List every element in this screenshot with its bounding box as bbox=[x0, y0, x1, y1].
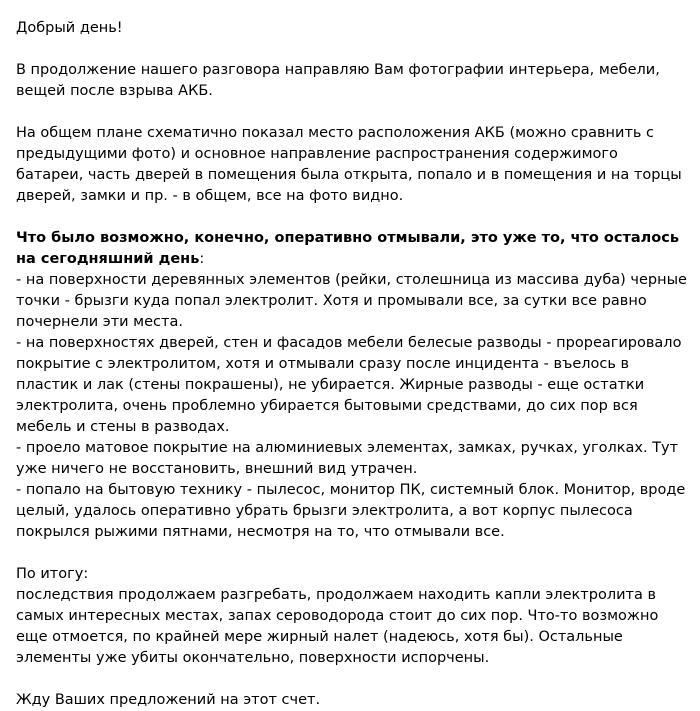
intro-paragraph: В продолжение нашего разговора направляю Вам фотографии интерьера, мебели, вещей после взрыва АКБ. bbox=[16, 62, 660, 99]
damage-summary-heading bbox=[16, 228, 688, 270]
damage-item-surfaces: - на поверхностях дверей, стен и фасадов мебели белесые разводы - прореагировало покрытие с электролитом, хотя и отмывали сразу после инцидента - въелось в пластик и лак (стены покрашены), не убирается. Жирные разводы - еще остатки электролита, очень проблемно убирается бытовыми средствами, до сих пор вся мебель и стены в разводах. bbox=[16, 335, 682, 435]
result-heading: По итогу: bbox=[16, 566, 89, 582]
result-section bbox=[16, 564, 688, 669]
damage-item-wood: - на поверхности деревянных элементов (рейки, столешница из массива дуба) черные точки - брызги куда попал электролит. Хотя и промывали все, за сутки все равно почернели эти места. bbox=[16, 272, 687, 330]
damage-summary-heading-colon: : bbox=[199, 251, 205, 267]
damage-item-appliances: - попало на бытовую технику - пылесос, монитор ПК, системный блок. Монитор, вроде целый, удалось оперативно убрать брызги электролита, а вот корпус пылесоса покрылся рыжими пятнами, несмотря на то, что отмывали все. bbox=[16, 482, 686, 540]
damage-item-aluminium: - проело матовое покрытие на алюминиевых элементах, замках, ручках, уголках. Тут уже ничего не восстановить, внешний вид утрачен. bbox=[16, 440, 679, 477]
result-text: последствия продолжаем разгребать, продолжаем находить капли электролита в самых интересных местах, запах сероводорода стоит до сих пор. Что-то возможно еще отмоется, по крайней мере жирный налет (надеюсь, хотя бы). Остальные элементы уже убиты окончательно, поверхности испорчены. bbox=[16, 587, 659, 666]
damage-summary-heading-bold: Что было возможно, конечно, оперативно отмывали, это уже то, что осталось на сегодняшний день bbox=[16, 230, 680, 267]
closing-line: Жду Ваших предложений на этот счет. bbox=[16, 692, 321, 708]
damage-summary bbox=[16, 228, 688, 543]
overview-paragraph: На общем плане схематично показал место расположения АКБ (можно сравнить с предыдущими фото) и основное направление распространения содержимого батареи, часть дверей в помещения была открыта, попало и в помещения и на торцы дверей, замки и пр. - в общем, все на фото видно. bbox=[16, 125, 682, 204]
email-body bbox=[16, 18, 688, 711]
greeting: Добрый день! bbox=[16, 20, 123, 36]
